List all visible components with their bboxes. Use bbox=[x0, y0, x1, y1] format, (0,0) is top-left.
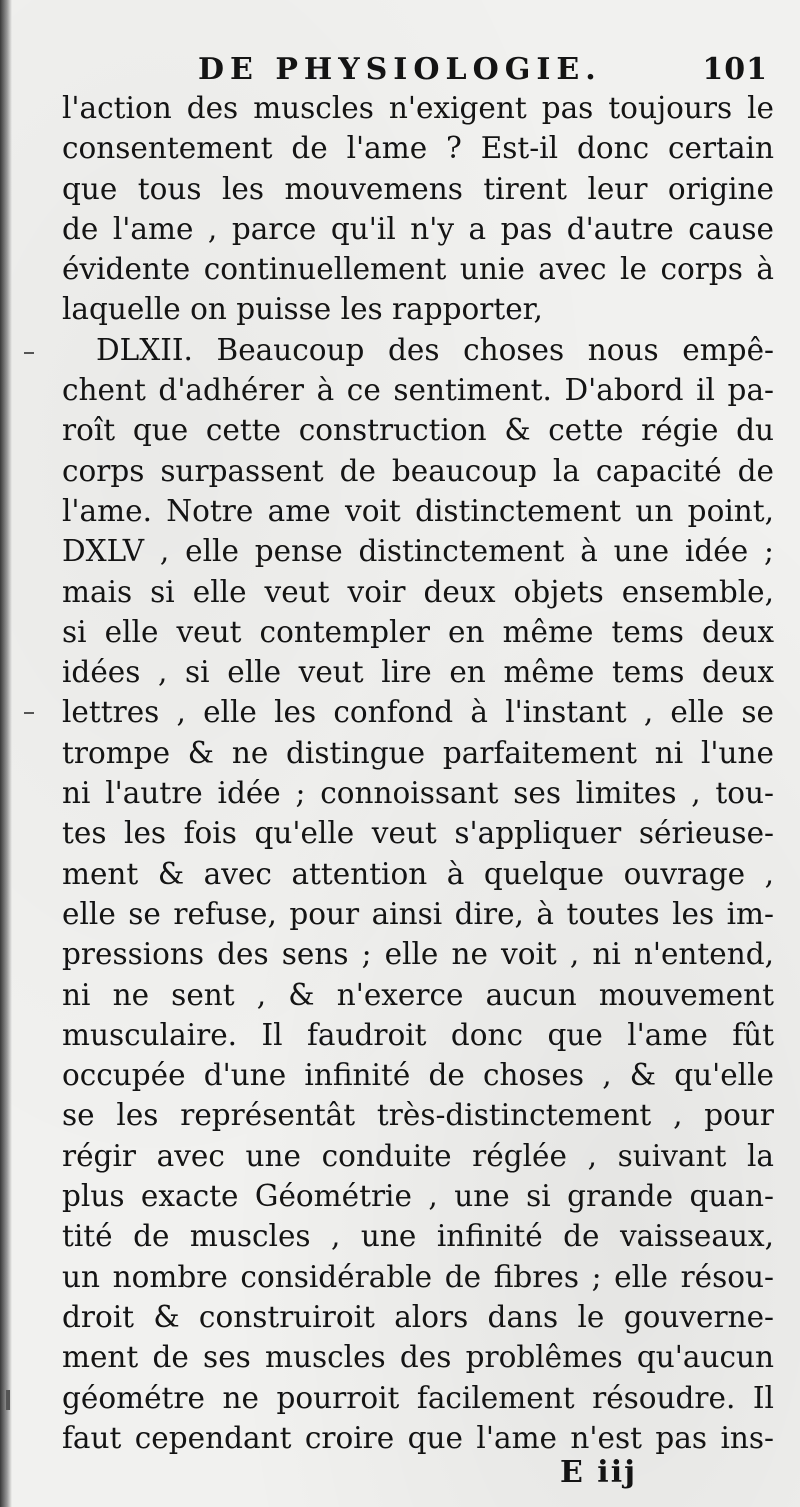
text-line: laquelle on puisse les rapporter, bbox=[62, 292, 543, 327]
text-line: idées , si elle veut lire en même tems deux bbox=[62, 655, 774, 690]
text-line: faut cependant croire que l'ame n'est pas ins- bbox=[62, 1420, 774, 1455]
text-line: roît que cette construction & cette régie du bbox=[62, 413, 774, 448]
text-line: lettres , elle les confond à l'instant , elle se bbox=[62, 695, 774, 730]
text-line: ni l'autre idée ; connoissant ses limites , tou- bbox=[62, 776, 774, 811]
text-line: un nombre considérable de fibres ; elle résou- bbox=[62, 1259, 774, 1294]
text-line: se les représentât très-distinctement , pour bbox=[62, 1098, 774, 1133]
text-line: tes les fois qu'elle veut s'appliquer sérieuse- bbox=[62, 816, 774, 851]
body-text bbox=[62, 88, 774, 1458]
text-line: l'ame. Notre ame voit distinctement un point, bbox=[62, 493, 774, 528]
paragraph-start-line: DLXII. Beaucoup des choses nous empê- bbox=[96, 332, 774, 367]
text-line: chent d'adhérer à ce sentiment. D'abord il pa- bbox=[62, 373, 774, 408]
margin-mark bbox=[24, 712, 34, 714]
text-line: plus exacte Géométrie , une si grande quan- bbox=[62, 1179, 774, 1214]
text-line: consentement de l'ame ? Est-il donc certain bbox=[62, 131, 774, 166]
text-line: de l'ame , parce qu'il n'y a pas d'autre cause bbox=[62, 211, 774, 246]
text-line: droit & construiroit alors dans le gouverne- bbox=[62, 1299, 774, 1334]
running-head: DE PHYSIOLOGIE. bbox=[198, 52, 602, 87]
text-line: que tous les mouvemens tirent leur origine bbox=[62, 171, 774, 206]
margin-mark bbox=[6, 1390, 10, 1410]
page-binding-edge bbox=[0, 0, 12, 1507]
page-number: 101 bbox=[702, 52, 768, 87]
text-line: ni ne sent , & n'exerce aucun mouvement bbox=[62, 977, 774, 1012]
text-line: évidente continuellement unie avec le corps à bbox=[62, 252, 774, 287]
text-line: régir avec une conduite réglée , suivant la bbox=[62, 1138, 774, 1173]
text-line: géométre ne pourroit facilement résoudre. Il bbox=[62, 1380, 774, 1415]
text-line: pressions des sens ; elle ne voit , ni n'entend, bbox=[62, 937, 774, 972]
text-line: tité de muscles , une infinité de vaisseaux, bbox=[62, 1219, 774, 1254]
text-line: l'action des muscles n'exigent pas toujours le bbox=[62, 91, 774, 125]
text-line: corps surpassent de beaucoup la capacité de bbox=[62, 453, 774, 488]
text-line: musculaire. Il faudroit donc que l'ame fût bbox=[62, 1017, 774, 1052]
text-line: occupée d'une infinité de choses , & qu'elle bbox=[62, 1058, 774, 1093]
signature-mark: E iij bbox=[560, 1455, 637, 1490]
text-line: elle se refuse, pour ainsi dire, à toutes les im- bbox=[62, 896, 774, 931]
text-line: ment de ses muscles des problêmes qu'aucun bbox=[62, 1340, 774, 1375]
text-line: si elle veut contempler en même tems deux bbox=[62, 614, 774, 649]
text-line: trompe & ne distingue parfaitement ni l'une bbox=[62, 735, 774, 770]
page-header bbox=[62, 52, 774, 92]
text-line: mais si elle veut voir deux objets ensemble, bbox=[62, 574, 774, 609]
text-line: ment & avec attention à quelque ouvrage , bbox=[62, 856, 774, 891]
text-line: DXLV , elle pense distinctement à une idée ; bbox=[62, 534, 774, 569]
margin-mark bbox=[24, 352, 34, 354]
